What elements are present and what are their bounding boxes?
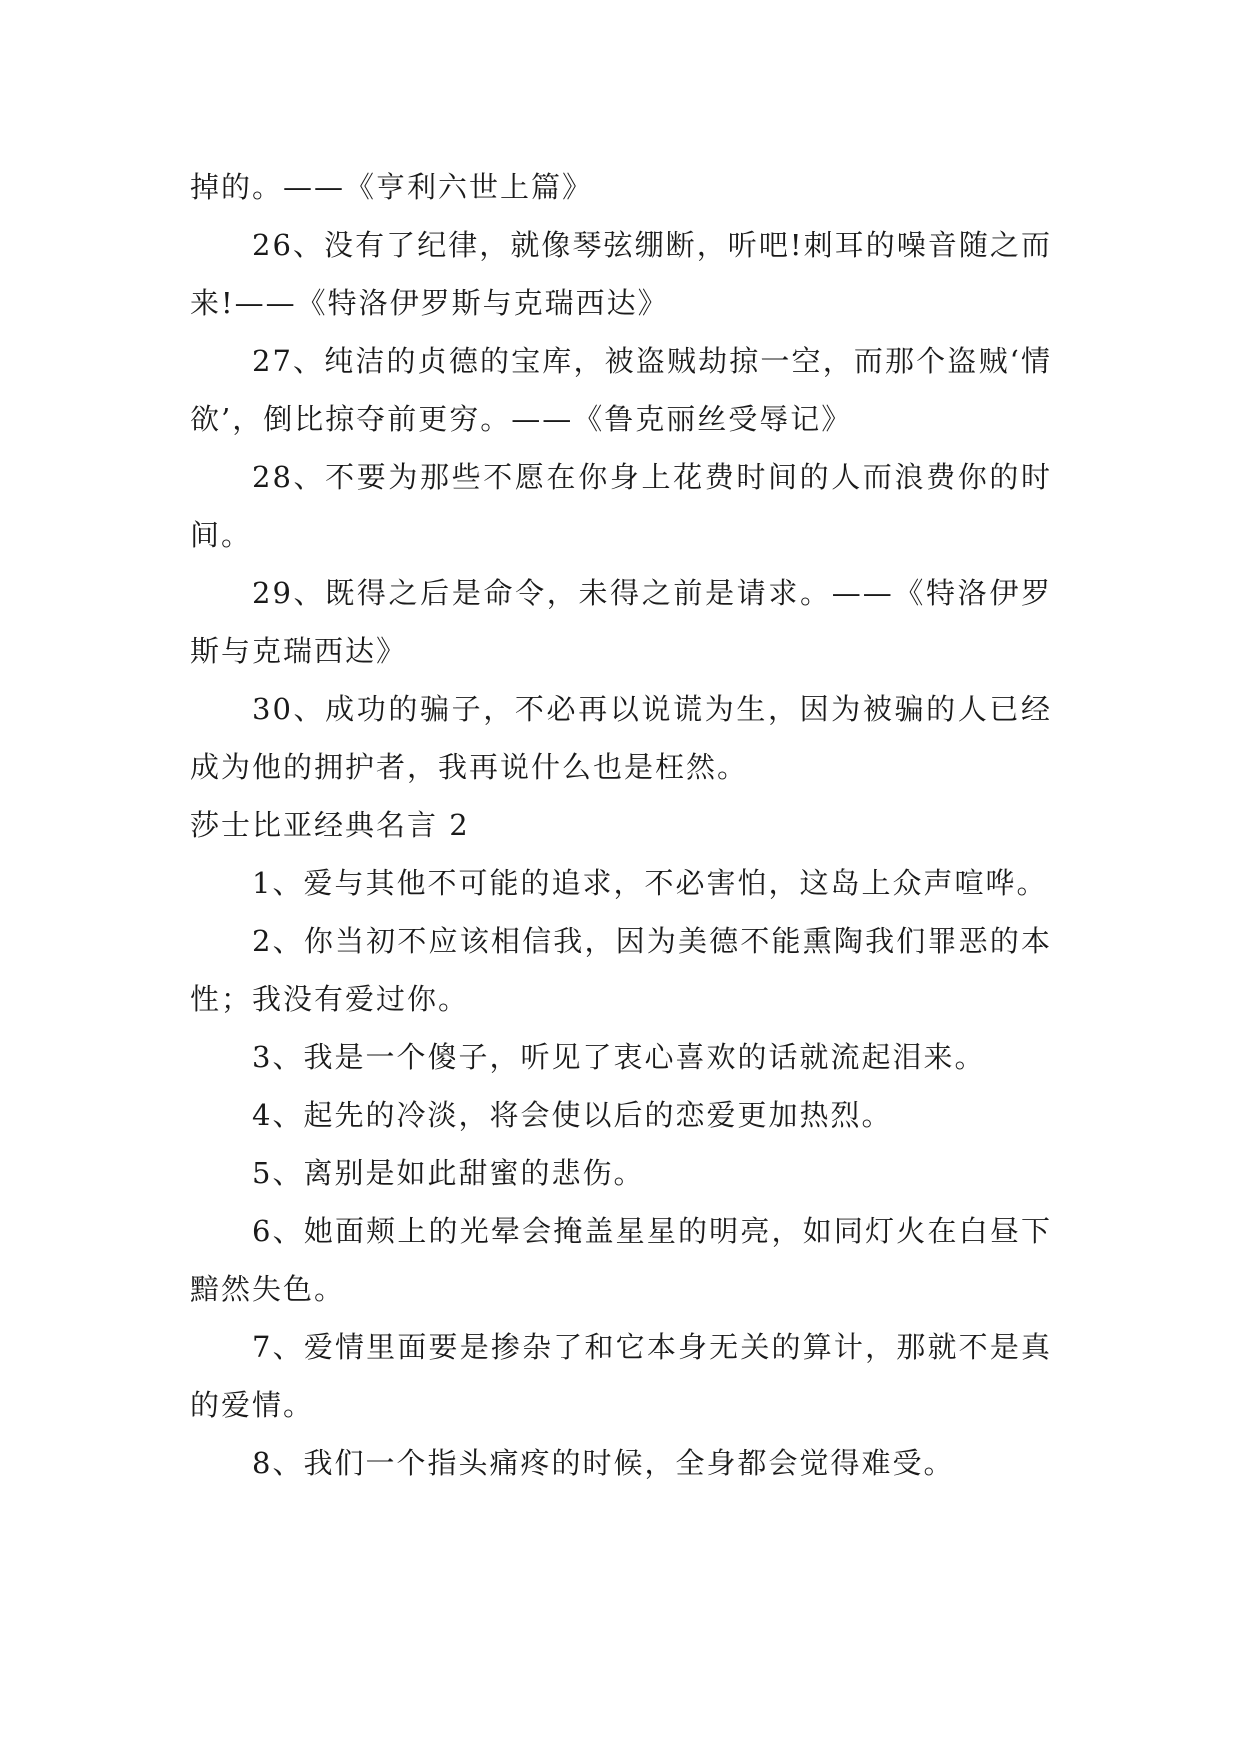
quote-1: 1、爱与其他不可能的追求，不必害怕，这岛上众声喧哗。 [252,866,1048,900]
section-heading: 莎士比亚经典名言 2 [190,808,470,842]
quote-28: 28、不要为那些不愿在你身上花费时间的人而浪费你的时间。 [190,460,1052,552]
quote-27: 27、纯洁的贞德的宝库，被盗贼劫掠一空，而那个盗贼‘情欲’，倒比掠夺前更穷。——《鲁克丽丝受辱记》 [190,344,1052,436]
quote-5: 5、离别是如此甜蜜的悲伤。 [252,1156,645,1190]
quote-2: 2、你当初不应该相信我，因为美德不能熏陶我们罪恶的本性；我没有爱过你。 [190,924,1052,1016]
quote-8: 8、我们一个指头痛疼的时候，全身都会觉得难受。 [252,1446,955,1480]
quote-26: 26、没有了纪律，就像琴弦绷断，听吧!刺耳的噪音随之而来!——《特洛伊罗斯与克瑞西达》 [190,228,1052,320]
quote-6: 6、她面颊上的光晕会掩盖星星的明亮，如同灯火在白昼下黯然失色。 [190,1214,1052,1306]
quote-7: 7、爱情里面要是掺杂了和它本身无关的算计，那就不是真的爱情。 [190,1330,1052,1422]
quote-29: 29、既得之后是命令，未得之前是请求。——《特洛伊罗斯与克瑞西达》 [190,576,1052,668]
document-page [190,158,1052,1492]
quote-30: 30、成功的骗子，不必再以说谎为生，因为被骗的人已经成为他的拥护者，我再说什么也是枉然。 [190,692,1052,784]
quote-4: 4、起先的冷淡，将会使以后的恋爱更加热烈。 [252,1098,893,1132]
paragraph-continuation: 掉的。——《亨利六世上篇》 [190,170,594,204]
quote-3: 3、我是一个傻子，听见了衷心喜欢的话就流起泪来。 [252,1040,986,1074]
